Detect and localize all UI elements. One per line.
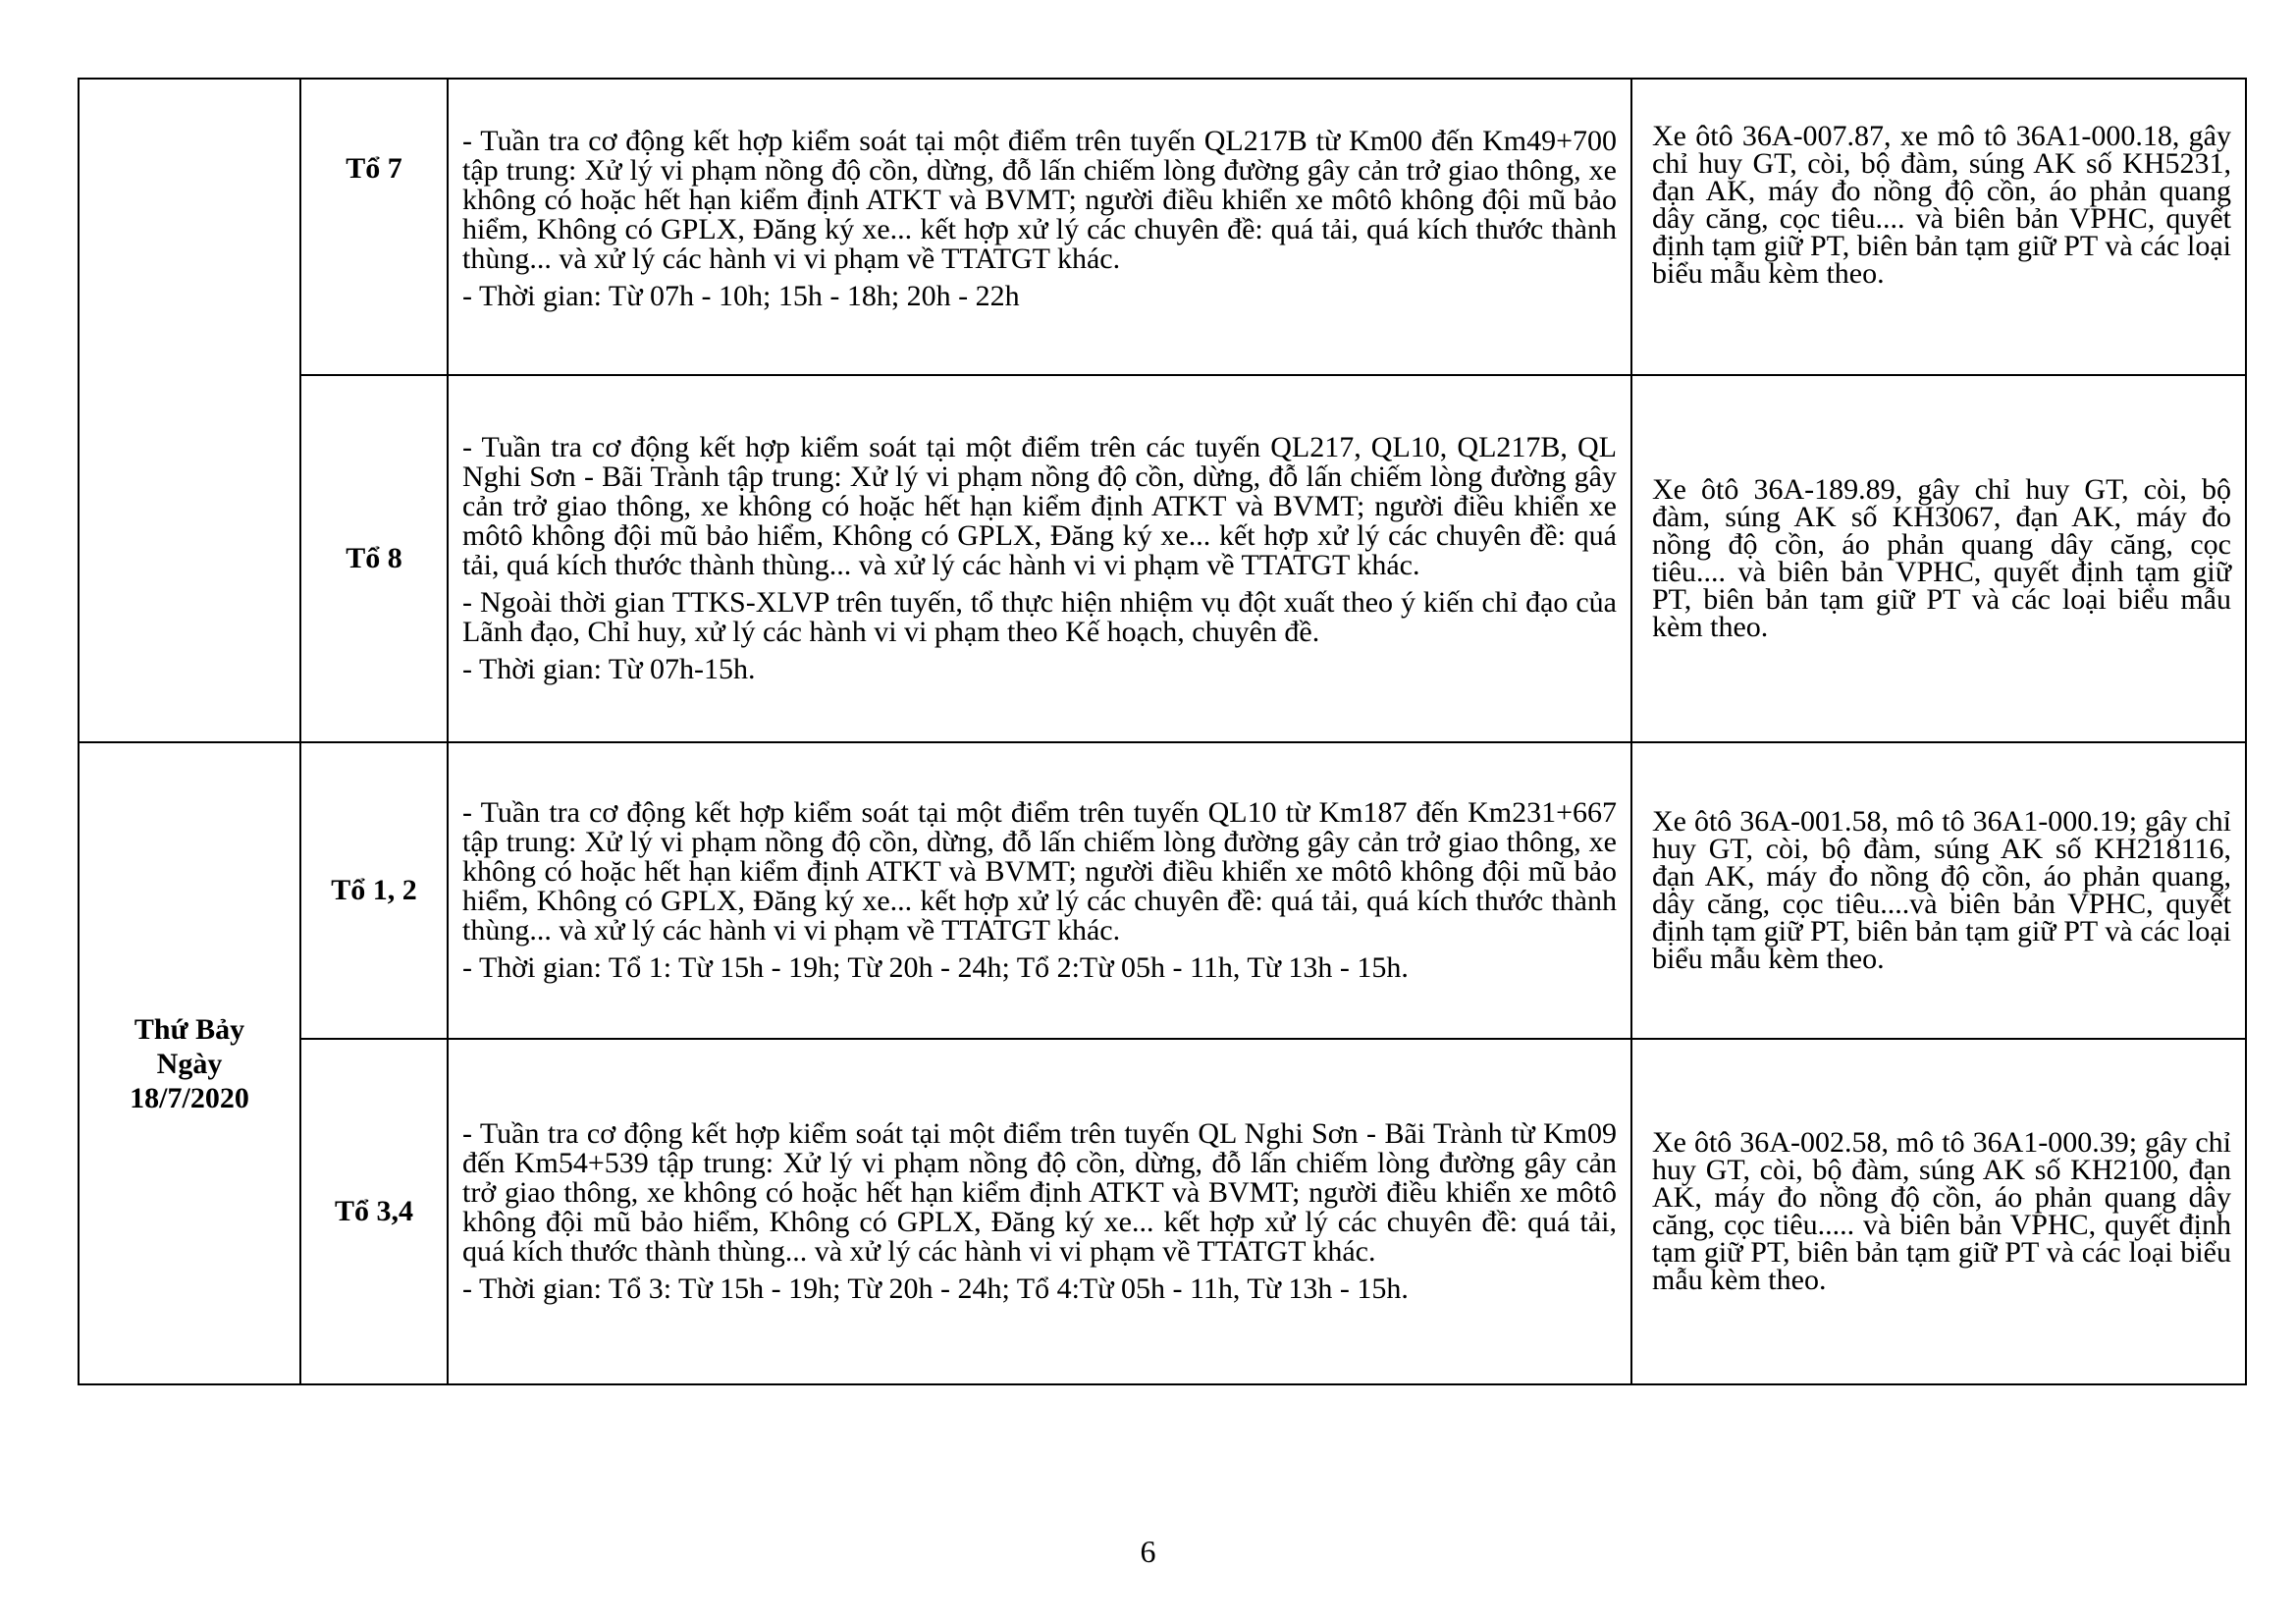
schedule-table [78,78,2247,1385]
equipment-cell [1631,375,2246,742]
day-cell [79,742,300,1384]
team-label: Tổ 3,4 [334,1195,413,1227]
task-description: - Tuần tra cơ động kết hợp kiểm soát tại một điểm trên các tuyến QL217, QL10, QL217B, QL Nghi Sơn - Bãi Trành tập trung: Xử lý vi phạm nồng độ cồn, dừng, đỗ lấn chiếm lòng đường gây cản trở giao thông, xe không có hoặc hết hạn kiểm định ATKT và BVMT; người điều khiển xe môtô không đội mũ bảo hiểm, Không có GPLX, Đăng ký xe... kết hợp xử lý các chuyên đề: quá tải, quá kích thước thành thùng... và xử lý các hành vi vi phạm về TTATGT khác. [462,431,1617,581]
task-cell [448,1039,1631,1384]
equipment-cell [1631,79,2246,375]
task-time: - Thời gian: Từ 07h-15h. [462,653,756,685]
team-cell [300,79,448,375]
task-time: - Thời gian: Tổ 3: Từ 15h - 19h; Từ 20h - 24h; Tổ 4:Từ 05h - 11h, Từ 13h - 15h. [462,1272,1409,1305]
task-time: - Thời gian: Từ 07h - 10h; 15h - 18h; 20h - 22h [462,280,1020,312]
day-date: 18/7/2020 [130,1081,249,1114]
equipment-cell [1631,742,2246,1039]
team-label: Tổ 7 [346,152,402,185]
team-label: Tổ 8 [346,542,402,574]
page-number: 6 [1140,1534,1156,1569]
team-label: Tổ 1, 2 [331,874,417,906]
task-description: - Tuần tra cơ động kết hợp kiểm soát tại một điểm trên tuyến QL10 từ Km187 đến Km231+667 tập trung: Xử lý vi phạm nồng độ cồn, dừng, đỗ lấn chiếm lòng đường gây cản trở giao thông, xe không có hoặc hết hạn kiểm định ATKT và BVMT; người điều khiển xe môtô không đội mũ bảo hiểm, Không có GPLX, Đăng ký xe... kết hợp xử lý các chuyên đề: quá tải, quá kích thước thành thùng... và xử lý các hành vi vi phạm về TTATGT khác. [462,796,1617,947]
day-weekday: Thứ Bảy [133,1012,245,1046]
equipment-text: Xe ôtô 36A-002.58, mô tô 36A1-000.39; gây chỉ huy GT, còi, bộ đàm, súng AK số KH2100, đạn AK, máy đo nồng độ cồn, áo phản quang dây căng, cọc tiêu..... và biên bản VPHC, quyết định tạm giữ PT, biên bản tạm giữ PT và các loại biểu mẫu kèm theo. [1652,1126,2231,1296]
team-cell [300,1039,448,1384]
equipment-cell [1631,1039,2246,1384]
equipment-text: Xe ôtô 36A-007.87, xe mô tô 36A1-000.18, gây chỉ huy GT, còi, bộ đàm, súng AK số KH5231, đạn AK, máy đo nồng độ cồn, áo phản quang dây căng, cọc tiêu.... và biên bản VPHC, quyết định tạm giữ PT, biên bản tạm giữ PT và các loại biểu mẫu kèm theo. [1652,120,2231,290]
table-row [79,742,2246,1039]
task-description: - Tuần tra cơ động kết hợp kiểm soát tại một điểm trên tuyến QL Nghi Sơn - Bãi Trành từ Km09 đến Km54+539 tập trung: Xử lý vi phạm nồng độ cồn, dừng, đỗ lấn chiếm lòng đường gây cản trở giao thông, xe không có hoặc hết hạn kiểm định ATKT và BVMT; người điều khiển xe môtô không đội mũ bảo hiểm, Không có GPLX, Đăng ký xe... kết hợp xử lý các chuyên đề: quá tải, quá kích thước thành thùng... và xử lý các hành vi vi phạm về TTATGT khác. [462,1117,1617,1268]
team-cell [300,742,448,1039]
task-description: - Tuần tra cơ động kết hợp kiểm soát tại một điểm trên tuyến QL217B từ Km00 đến Km49+700 tập trung: Xử lý vi phạm nồng độ cồn, dừng, đỗ lấn chiếm lòng đường gây cản trở giao thông, xe không có hoặc hết hạn kiểm định ATKT và BVMT; người điều khiển xe môtô không đội mũ bảo hiểm, Không có GPLX, Đăng ký xe... kết hợp xử lý các chuyên đề: quá tải, quá kích thước thành thùng... và xử lý các hành vi vi phạm về TTATGT khác. [462,125,1617,275]
task-cell [448,742,1631,1039]
task-cell [448,79,1631,375]
table-row [79,1039,2246,1384]
team-cell [300,375,448,742]
task-extra: - Ngoài thời gian TTKS-XLVP trên tuyến, tổ thực hiện nhiệm vụ đột xuất theo ý kiến chỉ đạo của Lãnh đạo, Chỉ huy, xử lý các hành vi vi phạm theo Kế hoạch, chuyên đề. [462,586,1617,648]
equipment-text: Xe ôtô 36A-189.89, gây chỉ huy GT, còi, bộ đàm, súng AK số KH3067, đạn AK, máy đo nồng độ cồn, áo phản quang dây căng, cọc tiêu.... và biên bản VPHC, quyết định tạm giữ PT, biên bản tạm giữ PT và các loại biểu mẫu kèm theo. [1652,473,2231,643]
table-row [79,375,2246,742]
task-time: - Thời gian: Tổ 1: Từ 15h - 19h; Từ 20h - 24h; Tổ 2:Từ 05h - 11h, Từ 13h - 15h. [462,951,1409,984]
day-word: Ngày [156,1047,223,1080]
equipment-text: Xe ôtô 36A-001.58, mô tô 36A1-000.19; gây chỉ huy GT, còi, bộ đàm, súng AK số KH218116, đạn AK, máy đo nồng độ cồn, áo phản quang, dây căng, cọc tiêu....và biên bản VPHC, quyết định tạm giữ PT, biên bản tạm giữ PT và các loại biểu mẫu kèm theo. [1652,805,2231,975]
day-label [80,1012,299,1115]
day-cell-empty [79,79,300,742]
table-row [79,79,2246,375]
task-cell [448,375,1631,742]
